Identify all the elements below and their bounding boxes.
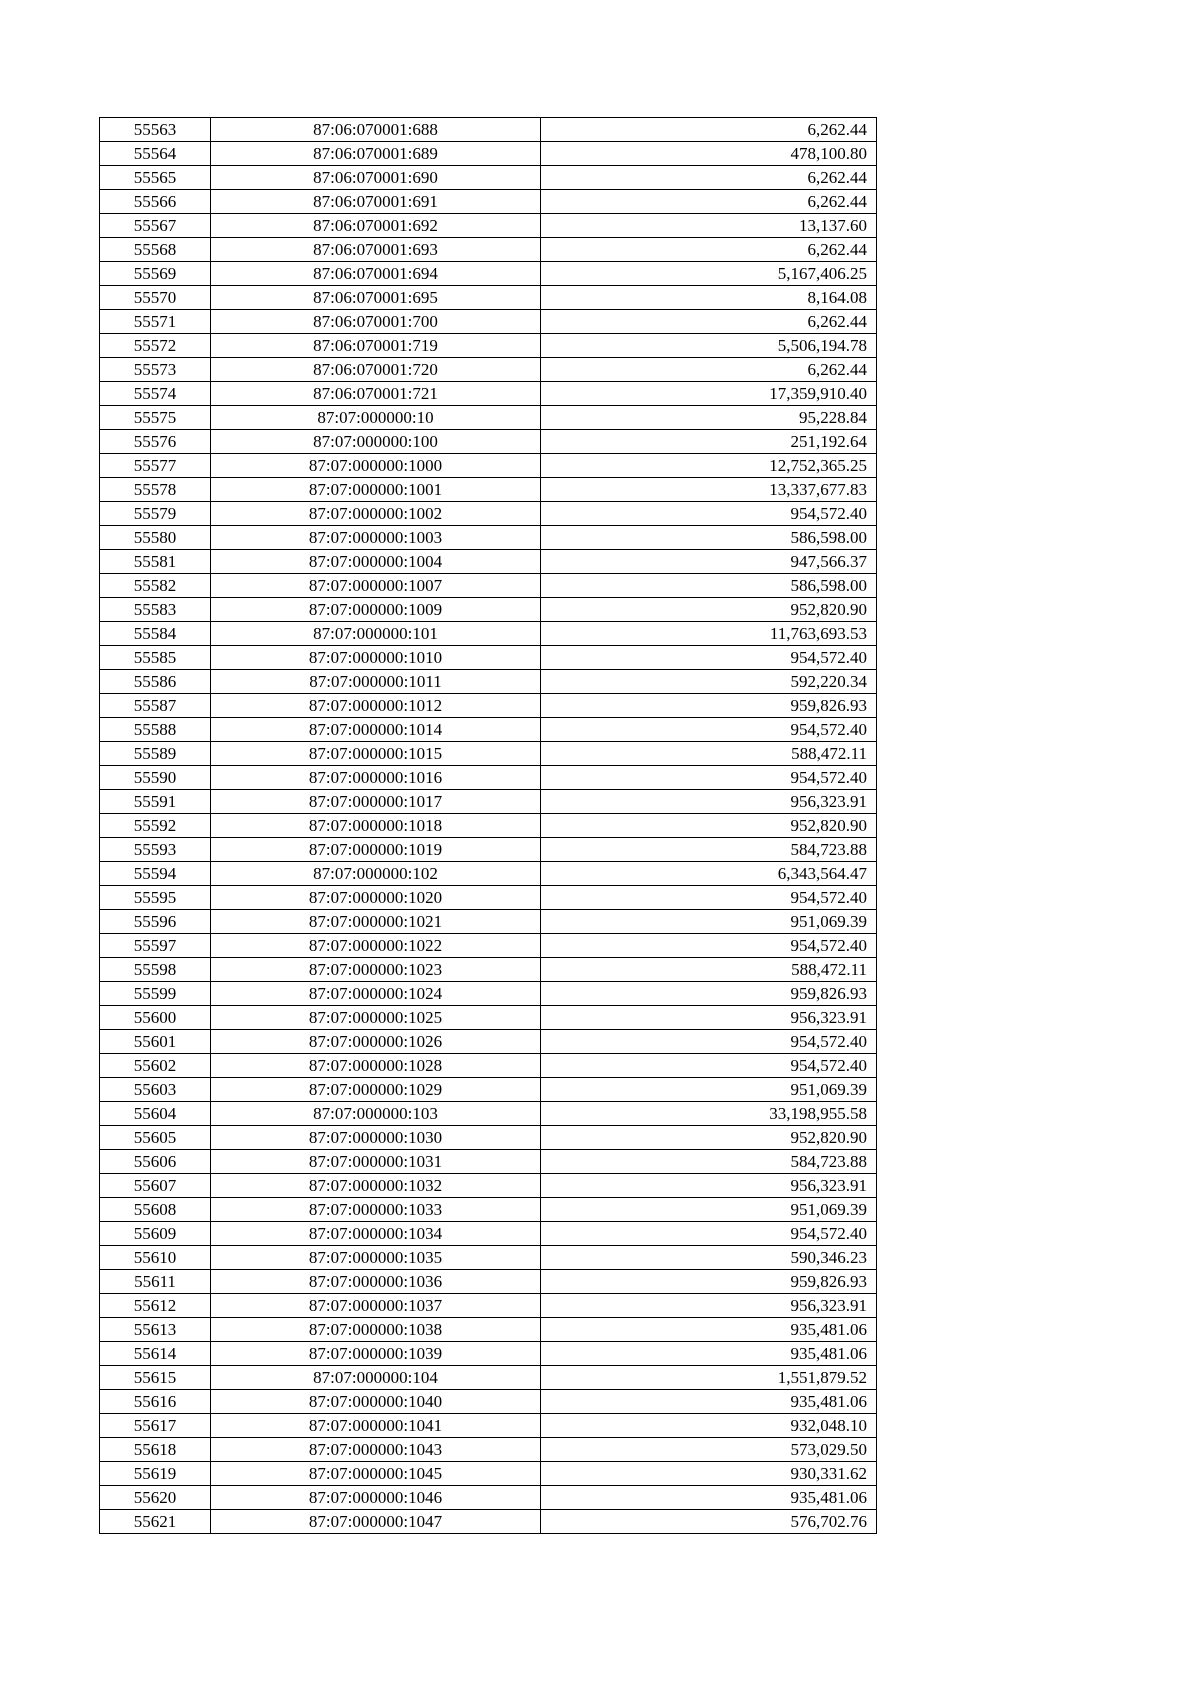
row-number-cell: 55593 xyxy=(100,838,211,862)
row-number-cell: 55591 xyxy=(100,790,211,814)
row-number-cell: 55586 xyxy=(100,670,211,694)
row-number-cell: 55616 xyxy=(100,1390,211,1414)
amount-cell: 5,506,194.78 xyxy=(541,334,877,358)
amount-cell: 954,572.40 xyxy=(541,1222,877,1246)
table-row xyxy=(100,1054,877,1078)
cadastral-number-cell: 87:06:070001:691 xyxy=(211,190,541,214)
row-number-cell: 55578 xyxy=(100,478,211,502)
row-number-cell: 55567 xyxy=(100,214,211,238)
amount-cell: 935,481.06 xyxy=(541,1318,877,1342)
table-row xyxy=(100,958,877,982)
row-number-cell: 55587 xyxy=(100,694,211,718)
cadastral-number-cell: 87:07:000000:1010 xyxy=(211,646,541,670)
table-row xyxy=(100,574,877,598)
cadastral-number-cell: 87:07:000000:1021 xyxy=(211,910,541,934)
cadastral-number-cell: 87:06:070001:719 xyxy=(211,334,541,358)
registry-table xyxy=(99,117,877,1534)
cadastral-number-cell: 87:07:000000:1030 xyxy=(211,1126,541,1150)
row-number-cell: 55565 xyxy=(100,166,211,190)
row-number-cell: 55605 xyxy=(100,1126,211,1150)
table-row xyxy=(100,334,877,358)
amount-cell: 588,472.11 xyxy=(541,742,877,766)
table-row xyxy=(100,166,877,190)
row-number-cell: 55570 xyxy=(100,286,211,310)
row-number-cell: 55610 xyxy=(100,1246,211,1270)
cadastral-number-cell: 87:07:000000:1025 xyxy=(211,1006,541,1030)
amount-cell: 13,337,677.83 xyxy=(541,478,877,502)
cadastral-number-cell: 87:07:000000:1026 xyxy=(211,1030,541,1054)
amount-cell: 6,262.44 xyxy=(541,166,877,190)
row-number-cell: 55574 xyxy=(100,382,211,406)
table-row xyxy=(100,1390,877,1414)
cadastral-number-cell: 87:07:000000:1007 xyxy=(211,574,541,598)
table-row xyxy=(100,358,877,382)
row-number-cell: 55607 xyxy=(100,1174,211,1198)
cadastral-number-cell: 87:07:000000:1037 xyxy=(211,1294,541,1318)
row-number-cell: 55582 xyxy=(100,574,211,598)
table-row xyxy=(100,478,877,502)
amount-cell: 6,262.44 xyxy=(541,358,877,382)
amount-cell: 95,228.84 xyxy=(541,406,877,430)
row-number-cell: 55572 xyxy=(100,334,211,358)
table-row xyxy=(100,1318,877,1342)
cadastral-number-cell: 87:06:070001:695 xyxy=(211,286,541,310)
cadastral-number-cell: 87:07:000000:1038 xyxy=(211,1318,541,1342)
table-row xyxy=(100,838,877,862)
row-number-cell: 55594 xyxy=(100,862,211,886)
table-row xyxy=(100,382,877,406)
amount-cell: 954,572.40 xyxy=(541,1054,877,1078)
table-row xyxy=(100,238,877,262)
table-row xyxy=(100,670,877,694)
row-number-cell: 55619 xyxy=(100,1462,211,1486)
row-number-cell: 55592 xyxy=(100,814,211,838)
cadastral-number-cell: 87:07:000000:1017 xyxy=(211,790,541,814)
cadastral-number-cell: 87:06:070001:693 xyxy=(211,238,541,262)
cadastral-number-cell: 87:07:000000:10 xyxy=(211,406,541,430)
amount-cell: 17,359,910.40 xyxy=(541,382,877,406)
cadastral-number-cell: 87:06:070001:720 xyxy=(211,358,541,382)
row-number-cell: 55606 xyxy=(100,1150,211,1174)
amount-cell: 932,048.10 xyxy=(541,1414,877,1438)
row-number-cell: 55611 xyxy=(100,1270,211,1294)
cadastral-number-cell: 87:07:000000:1012 xyxy=(211,694,541,718)
cadastral-number-cell: 87:07:000000:1034 xyxy=(211,1222,541,1246)
cadastral-number-cell: 87:07:000000:1039 xyxy=(211,1342,541,1366)
amount-cell: 6,262.44 xyxy=(541,190,877,214)
table-row xyxy=(100,1342,877,1366)
cadastral-number-cell: 87:07:000000:1036 xyxy=(211,1270,541,1294)
table-row xyxy=(100,982,877,1006)
row-number-cell: 55621 xyxy=(100,1510,211,1534)
amount-cell: 6,262.44 xyxy=(541,238,877,262)
amount-cell: 1,551,879.52 xyxy=(541,1366,877,1390)
table-row xyxy=(100,550,877,574)
table-row xyxy=(100,1414,877,1438)
row-number-cell: 55569 xyxy=(100,262,211,286)
table-row xyxy=(100,814,877,838)
table-row xyxy=(100,1174,877,1198)
table-row xyxy=(100,1222,877,1246)
amount-cell: 576,702.76 xyxy=(541,1510,877,1534)
amount-cell: 12,752,365.25 xyxy=(541,454,877,478)
cadastral-number-cell: 87:07:000000:1041 xyxy=(211,1414,541,1438)
row-number-cell: 55568 xyxy=(100,238,211,262)
table-row xyxy=(100,190,877,214)
cadastral-number-cell: 87:07:000000:1016 xyxy=(211,766,541,790)
amount-cell: 5,167,406.25 xyxy=(541,262,877,286)
row-number-cell: 55579 xyxy=(100,502,211,526)
table-row xyxy=(100,1462,877,1486)
cadastral-number-cell: 87:06:070001:690 xyxy=(211,166,541,190)
row-number-cell: 55614 xyxy=(100,1342,211,1366)
cadastral-number-cell: 87:07:000000:1003 xyxy=(211,526,541,550)
cadastral-number-cell: 87:07:000000:1000 xyxy=(211,454,541,478)
row-number-cell: 55618 xyxy=(100,1438,211,1462)
cadastral-number-cell: 87:07:000000:1028 xyxy=(211,1054,541,1078)
cadastral-number-cell: 87:06:070001:721 xyxy=(211,382,541,406)
amount-cell: 251,192.64 xyxy=(541,430,877,454)
amount-cell: 956,323.91 xyxy=(541,1174,877,1198)
row-number-cell: 55603 xyxy=(100,1078,211,1102)
table-row xyxy=(100,1486,877,1510)
amount-cell: 956,323.91 xyxy=(541,1294,877,1318)
table-row xyxy=(100,1510,877,1534)
cadastral-number-cell: 87:07:000000:1002 xyxy=(211,502,541,526)
row-number-cell: 55597 xyxy=(100,934,211,958)
table-row xyxy=(100,1438,877,1462)
row-number-cell: 55599 xyxy=(100,982,211,1006)
amount-cell: 951,069.39 xyxy=(541,910,877,934)
table-row xyxy=(100,1366,877,1390)
amount-cell: 954,572.40 xyxy=(541,1030,877,1054)
table-row xyxy=(100,406,877,430)
amount-cell: 13,137.60 xyxy=(541,214,877,238)
amount-cell: 584,723.88 xyxy=(541,838,877,862)
amount-cell: 956,323.91 xyxy=(541,790,877,814)
amount-cell: 959,826.93 xyxy=(541,982,877,1006)
row-number-cell: 55609 xyxy=(100,1222,211,1246)
cadastral-number-cell: 87:07:000000:1014 xyxy=(211,718,541,742)
cadastral-number-cell: 87:07:000000:1015 xyxy=(211,742,541,766)
table-row xyxy=(100,694,877,718)
row-number-cell: 55573 xyxy=(100,358,211,382)
table-row xyxy=(100,118,877,142)
cadastral-number-cell: 87:07:000000:1045 xyxy=(211,1462,541,1486)
row-number-cell: 55577 xyxy=(100,454,211,478)
cadastral-number-cell: 87:07:000000:1004 xyxy=(211,550,541,574)
cadastral-number-cell: 87:07:000000:1023 xyxy=(211,958,541,982)
table-row xyxy=(100,1102,877,1126)
row-number-cell: 55588 xyxy=(100,718,211,742)
row-number-cell: 55613 xyxy=(100,1318,211,1342)
cadastral-number-cell: 87:07:000000:1018 xyxy=(211,814,541,838)
table-row xyxy=(100,1246,877,1270)
table-row xyxy=(100,1198,877,1222)
table-row xyxy=(100,622,877,646)
row-number-cell: 55584 xyxy=(100,622,211,646)
amount-cell: 951,069.39 xyxy=(541,1198,877,1222)
table-row xyxy=(100,142,877,166)
table-row xyxy=(100,526,877,550)
row-number-cell: 55585 xyxy=(100,646,211,670)
cadastral-number-cell: 87:07:000000:1032 xyxy=(211,1174,541,1198)
amount-cell: 954,572.40 xyxy=(541,886,877,910)
table-row xyxy=(100,718,877,742)
amount-cell: 6,262.44 xyxy=(541,310,877,334)
row-number-cell: 55600 xyxy=(100,1006,211,1030)
table-row xyxy=(100,286,877,310)
cadastral-number-cell: 87:07:000000:1029 xyxy=(211,1078,541,1102)
amount-cell: 935,481.06 xyxy=(541,1486,877,1510)
amount-cell: 952,820.90 xyxy=(541,598,877,622)
table-row xyxy=(100,1126,877,1150)
table-row xyxy=(100,310,877,334)
row-number-cell: 55581 xyxy=(100,550,211,574)
table-row xyxy=(100,766,877,790)
amount-cell: 930,331.62 xyxy=(541,1462,877,1486)
amount-cell: 33,198,955.58 xyxy=(541,1102,877,1126)
amount-cell: 584,723.88 xyxy=(541,1150,877,1174)
table-row xyxy=(100,262,877,286)
amount-cell: 590,346.23 xyxy=(541,1246,877,1270)
row-number-cell: 55590 xyxy=(100,766,211,790)
table-row xyxy=(100,1006,877,1030)
cadastral-number-cell: 87:07:000000:100 xyxy=(211,430,541,454)
table-row xyxy=(100,1150,877,1174)
amount-cell: 951,069.39 xyxy=(541,1078,877,1102)
cadastral-number-cell: 87:06:070001:700 xyxy=(211,310,541,334)
amount-cell: 586,598.00 xyxy=(541,526,877,550)
amount-cell: 573,029.50 xyxy=(541,1438,877,1462)
table-row xyxy=(100,1030,877,1054)
amount-cell: 586,598.00 xyxy=(541,574,877,598)
amount-cell: 8,164.08 xyxy=(541,286,877,310)
table-row xyxy=(100,1078,877,1102)
cadastral-number-cell: 87:06:070001:688 xyxy=(211,118,541,142)
table-row xyxy=(100,742,877,766)
table-row xyxy=(100,454,877,478)
cadastral-number-cell: 87:07:000000:104 xyxy=(211,1366,541,1390)
amount-cell: 954,572.40 xyxy=(541,646,877,670)
row-number-cell: 55566 xyxy=(100,190,211,214)
amount-cell: 11,763,693.53 xyxy=(541,622,877,646)
row-number-cell: 55576 xyxy=(100,430,211,454)
cadastral-number-cell: 87:07:000000:1035 xyxy=(211,1246,541,1270)
amount-cell: 954,572.40 xyxy=(541,766,877,790)
table-row xyxy=(100,790,877,814)
amount-cell: 947,566.37 xyxy=(541,550,877,574)
table-row xyxy=(100,430,877,454)
row-number-cell: 55571 xyxy=(100,310,211,334)
table-row xyxy=(100,934,877,958)
amount-cell: 592,220.34 xyxy=(541,670,877,694)
cadastral-number-cell: 87:07:000000:1043 xyxy=(211,1438,541,1462)
registry-table-body xyxy=(100,118,877,1534)
cadastral-number-cell: 87:07:000000:1024 xyxy=(211,982,541,1006)
table-row xyxy=(100,502,877,526)
table-row xyxy=(100,862,877,886)
cadastral-number-cell: 87:07:000000:1009 xyxy=(211,598,541,622)
cadastral-number-cell: 87:06:070001:694 xyxy=(211,262,541,286)
amount-cell: 588,472.11 xyxy=(541,958,877,982)
amount-cell: 954,572.40 xyxy=(541,502,877,526)
table-row xyxy=(100,1294,877,1318)
row-number-cell: 55612 xyxy=(100,1294,211,1318)
cadastral-number-cell: 87:07:000000:1011 xyxy=(211,670,541,694)
table-row xyxy=(100,214,877,238)
row-number-cell: 55604 xyxy=(100,1102,211,1126)
row-number-cell: 55564 xyxy=(100,142,211,166)
amount-cell: 954,572.40 xyxy=(541,934,877,958)
row-number-cell: 55617 xyxy=(100,1414,211,1438)
amount-cell: 956,323.91 xyxy=(541,1006,877,1030)
row-number-cell: 55596 xyxy=(100,910,211,934)
cadastral-number-cell: 87:07:000000:102 xyxy=(211,862,541,886)
cadastral-number-cell: 87:07:000000:1047 xyxy=(211,1510,541,1534)
amount-cell: 6,343,564.47 xyxy=(541,862,877,886)
amount-cell: 959,826.93 xyxy=(541,694,877,718)
row-number-cell: 55608 xyxy=(100,1198,211,1222)
amount-cell: 954,572.40 xyxy=(541,718,877,742)
cadastral-number-cell: 87:07:000000:1022 xyxy=(211,934,541,958)
row-number-cell: 55563 xyxy=(100,118,211,142)
table-row xyxy=(100,598,877,622)
row-number-cell: 55598 xyxy=(100,958,211,982)
row-number-cell: 55575 xyxy=(100,406,211,430)
row-number-cell: 55615 xyxy=(100,1366,211,1390)
table-row xyxy=(100,910,877,934)
cadastral-number-cell: 87:07:000000:1033 xyxy=(211,1198,541,1222)
row-number-cell: 55589 xyxy=(100,742,211,766)
row-number-cell: 55583 xyxy=(100,598,211,622)
row-number-cell: 55601 xyxy=(100,1030,211,1054)
amount-cell: 478,100.80 xyxy=(541,142,877,166)
cadastral-number-cell: 87:07:000000:1040 xyxy=(211,1390,541,1414)
cadastral-number-cell: 87:07:000000:101 xyxy=(211,622,541,646)
row-number-cell: 55602 xyxy=(100,1054,211,1078)
table-row xyxy=(100,886,877,910)
cadastral-number-cell: 87:07:000000:1001 xyxy=(211,478,541,502)
row-number-cell: 55595 xyxy=(100,886,211,910)
row-number-cell: 55620 xyxy=(100,1486,211,1510)
cadastral-number-cell: 87:07:000000:103 xyxy=(211,1102,541,1126)
amount-cell: 935,481.06 xyxy=(541,1390,877,1414)
amount-cell: 6,262.44 xyxy=(541,118,877,142)
row-number-cell: 55580 xyxy=(100,526,211,550)
amount-cell: 952,820.90 xyxy=(541,1126,877,1150)
cadastral-number-cell: 87:06:070001:689 xyxy=(211,142,541,166)
amount-cell: 952,820.90 xyxy=(541,814,877,838)
amount-cell: 959,826.93 xyxy=(541,1270,877,1294)
cadastral-number-cell: 87:07:000000:1019 xyxy=(211,838,541,862)
amount-cell: 935,481.06 xyxy=(541,1342,877,1366)
cadastral-number-cell: 87:07:000000:1020 xyxy=(211,886,541,910)
cadastral-number-cell: 87:06:070001:692 xyxy=(211,214,541,238)
cadastral-number-cell: 87:07:000000:1031 xyxy=(211,1150,541,1174)
table-row xyxy=(100,1270,877,1294)
table-row xyxy=(100,646,877,670)
cadastral-number-cell: 87:07:000000:1046 xyxy=(211,1486,541,1510)
